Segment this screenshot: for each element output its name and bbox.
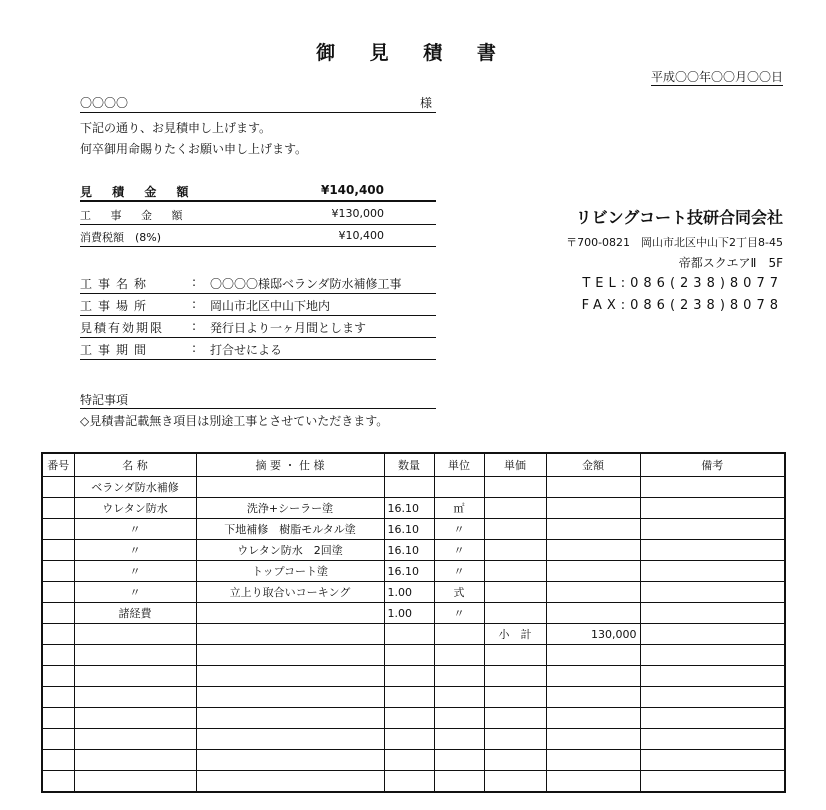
- table-cell: [484, 666, 546, 687]
- table-cell: [484, 750, 546, 771]
- table-cell: [640, 750, 785, 771]
- info-colon: :: [192, 341, 197, 355]
- table-row: [42, 624, 785, 645]
- company-address: 〒700-0821 岡山市北区中山下2丁目8-45: [566, 236, 783, 249]
- table-cell: [546, 666, 640, 687]
- info-colon: :: [192, 319, 197, 333]
- info-colon: :: [192, 297, 197, 311]
- table-cell: [384, 750, 434, 771]
- table-cell: [196, 666, 384, 687]
- table-cell: [42, 498, 74, 519]
- tax-amount-label: 消費税額 (8%): [80, 231, 162, 244]
- table-cell: [546, 771, 640, 793]
- table-cell: ㎡: [434, 498, 484, 519]
- table-cell: [42, 519, 74, 540]
- table-cell: [434, 624, 484, 645]
- company-tel: TEL:086(238)8077: [582, 276, 783, 291]
- info-key: 工事期間: [80, 343, 153, 357]
- table-cell: [434, 687, 484, 708]
- table-cell: [484, 687, 546, 708]
- table-cell: [196, 603, 384, 624]
- table-row: [42, 540, 785, 561]
- table-cell: [546, 750, 640, 771]
- table-cell: [42, 687, 74, 708]
- work-amount-label: 工 事 金 額: [80, 209, 191, 222]
- info-key: 工事名称: [80, 277, 153, 291]
- table-cell: [42, 624, 74, 645]
- table-cell: 〃: [74, 519, 196, 540]
- table-cell: [42, 561, 74, 582]
- table-cell: [384, 666, 434, 687]
- info-key: 見積有効期限: [80, 321, 165, 335]
- table-cell: [484, 519, 546, 540]
- table-row: [42, 771, 785, 793]
- table-row: [42, 519, 785, 540]
- table-cell: [640, 645, 785, 666]
- table-cell: [640, 540, 785, 561]
- table-cell: 16.10: [384, 498, 434, 519]
- greeting-line-1: 下記の通り、お見積申し上げます。: [80, 121, 272, 135]
- table-cell: [196, 624, 384, 645]
- greeting-line-2: 何卒御用命賜りたくお願い申し上げます。: [80, 142, 308, 156]
- table-cell: [42, 750, 74, 771]
- estimate-table: [41, 452, 786, 793]
- work-amount-row: [80, 207, 436, 225]
- table-cell: [484, 477, 546, 498]
- estimate-total-row: [80, 183, 436, 202]
- table-cell: 〃: [434, 519, 484, 540]
- table-cell: [484, 582, 546, 603]
- table-cell: [42, 645, 74, 666]
- table-cell: [196, 645, 384, 666]
- table-cell: [434, 477, 484, 498]
- table-cell: ウレタン防水: [74, 498, 196, 519]
- table-cell: [640, 477, 785, 498]
- table-cell: 1.00: [384, 582, 434, 603]
- company-building: 帝都スクエアⅡ 5F: [678, 256, 783, 270]
- col-header-amount: 金額: [546, 453, 640, 477]
- info-row-project-name: [80, 275, 436, 294]
- table-cell: [640, 603, 785, 624]
- table-cell: 〃: [434, 540, 484, 561]
- table-cell: [484, 708, 546, 729]
- issue-date: [651, 68, 783, 85]
- table-cell: [434, 666, 484, 687]
- table-row: [42, 477, 785, 498]
- table-cell: [196, 729, 384, 750]
- table-cell: [546, 561, 640, 582]
- addressee-line: [80, 94, 436, 113]
- table-cell: 16.10: [384, 540, 434, 561]
- table-cell: [384, 729, 434, 750]
- company-fax: FAX:086(238)8078: [581, 298, 783, 313]
- col-header-no: 番号: [42, 453, 74, 477]
- notes-heading: 特記事項: [80, 391, 436, 409]
- table-cell: [384, 477, 434, 498]
- addressee-honorific: 様: [419, 96, 432, 110]
- table-cell: [640, 771, 785, 793]
- table-cell: [42, 666, 74, 687]
- table-cell: [484, 771, 546, 793]
- table-row: [42, 666, 785, 687]
- table-cell: [434, 645, 484, 666]
- table-cell: [546, 708, 640, 729]
- table-cell: [434, 729, 484, 750]
- issue-date-text: 平成〇〇年〇〇月〇〇日: [650, 70, 783, 84]
- table-cell: [196, 687, 384, 708]
- table-cell: [640, 729, 785, 750]
- table-cell: [640, 666, 785, 687]
- info-value: 発行日より一ヶ月間とします: [210, 321, 367, 335]
- info-row-period: [80, 341, 436, 360]
- table-cell: [196, 477, 384, 498]
- info-value: 打合せによる: [210, 343, 283, 357]
- col-header-name: 名 称: [74, 453, 196, 477]
- info-value: 〇〇〇〇様邸ベランダ防水補修工事: [210, 277, 402, 291]
- table-cell: 諸経費: [74, 603, 196, 624]
- table-cell: [546, 519, 640, 540]
- table-row: [42, 603, 785, 624]
- table-cell: [546, 687, 640, 708]
- table-row: [42, 687, 785, 708]
- table-cell: [434, 771, 484, 793]
- table-cell: 〃: [434, 603, 484, 624]
- table-cell: [384, 624, 434, 645]
- table-cell: [196, 708, 384, 729]
- table-row: [42, 498, 785, 519]
- table-cell: 洗浄+シーラー塗: [196, 498, 384, 519]
- estimate-total-value: ¥140,400: [320, 183, 384, 197]
- table-cell: 16.10: [384, 561, 434, 582]
- table-cell: 〃: [74, 540, 196, 561]
- table-cell: [546, 582, 640, 603]
- table-cell: ベランダ防水補修: [74, 477, 196, 498]
- table-cell: 式: [434, 582, 484, 603]
- col-header-unit-price: 単価: [484, 453, 546, 477]
- table-cell: [384, 645, 434, 666]
- table-cell: [74, 771, 196, 793]
- table-cell: [42, 582, 74, 603]
- table-cell: [546, 477, 640, 498]
- table-cell: 1.00: [384, 603, 434, 624]
- notes-body: ◇見積書記載無き項目は別途工事とさせていただきます。: [80, 414, 389, 428]
- table-cell: [42, 708, 74, 729]
- table-cell: 130,000: [546, 624, 640, 645]
- table-cell: [484, 540, 546, 561]
- table-header-row: [42, 453, 785, 477]
- table-cell: [74, 750, 196, 771]
- table-cell: [74, 708, 196, 729]
- table-cell: [640, 519, 785, 540]
- table-cell: [640, 498, 785, 519]
- table-cell: トップコート塗: [196, 561, 384, 582]
- table-cell: [640, 687, 785, 708]
- table-cell: [484, 498, 546, 519]
- table-cell: [42, 540, 74, 561]
- table-cell: [640, 561, 785, 582]
- table-row: [42, 750, 785, 771]
- table-cell: [546, 498, 640, 519]
- table-cell: [196, 771, 384, 793]
- table-cell: [640, 708, 785, 729]
- table-cell: 〃: [74, 561, 196, 582]
- table-cell: [74, 687, 196, 708]
- table-cell: [546, 645, 640, 666]
- estimate-total-label: 見 積 金 額: [80, 185, 197, 199]
- table-row: [42, 645, 785, 666]
- table-row: [42, 561, 785, 582]
- table-cell: [640, 582, 785, 603]
- col-header-spec: 摘 要 ・ 仕 様: [196, 453, 384, 477]
- table-cell: [484, 561, 546, 582]
- table-row: [42, 708, 785, 729]
- document-title: 御 見 積 書: [316, 42, 510, 64]
- table-cell: [196, 750, 384, 771]
- table-cell: 〃: [434, 561, 484, 582]
- table-cell: [74, 729, 196, 750]
- info-value: 岡山市北区中山下地内: [210, 299, 331, 313]
- table-cell: [384, 708, 434, 729]
- tax-amount-value: ¥10,400: [338, 229, 384, 242]
- col-header-remarks: 備考: [640, 453, 785, 477]
- table-cell: ウレタン防水 2回塗: [196, 540, 384, 561]
- table-cell: [484, 729, 546, 750]
- table-row: [42, 729, 785, 750]
- table-cell: [434, 750, 484, 771]
- table-cell: 16.10: [384, 519, 434, 540]
- table-cell: 〃: [74, 582, 196, 603]
- table-cell: [434, 708, 484, 729]
- table-cell: 下地補修 樹脂モルタル塗: [196, 519, 384, 540]
- table-cell: [484, 603, 546, 624]
- table-cell: [384, 687, 434, 708]
- table-cell: [42, 477, 74, 498]
- table-cell: [384, 771, 434, 793]
- company-name: リビングコート技研合同会社: [575, 208, 783, 227]
- table-cell: [74, 645, 196, 666]
- info-row-validity: [80, 319, 436, 338]
- info-key: 工事場所: [80, 299, 153, 313]
- table-cell: [546, 729, 640, 750]
- tax-amount-row: [80, 229, 436, 247]
- table-cell: 立上り取合いコーキング: [196, 582, 384, 603]
- col-header-qty: 数量: [384, 453, 434, 477]
- table-cell: [484, 645, 546, 666]
- col-header-unit: 単位: [434, 453, 484, 477]
- table-cell: [546, 540, 640, 561]
- table-cell: [640, 624, 785, 645]
- info-row-site: [80, 297, 436, 316]
- table-row: [42, 582, 785, 603]
- addressee-name: 〇〇〇〇: [80, 96, 129, 110]
- table-cell: [42, 729, 74, 750]
- table-cell: [42, 603, 74, 624]
- work-amount-value: ¥130,000: [331, 207, 384, 220]
- table-cell: [74, 624, 196, 645]
- table-cell: [546, 603, 640, 624]
- table-cell: [74, 666, 196, 687]
- info-colon: :: [192, 275, 197, 289]
- table-cell: [42, 771, 74, 793]
- table-cell: 小 計: [484, 624, 546, 645]
